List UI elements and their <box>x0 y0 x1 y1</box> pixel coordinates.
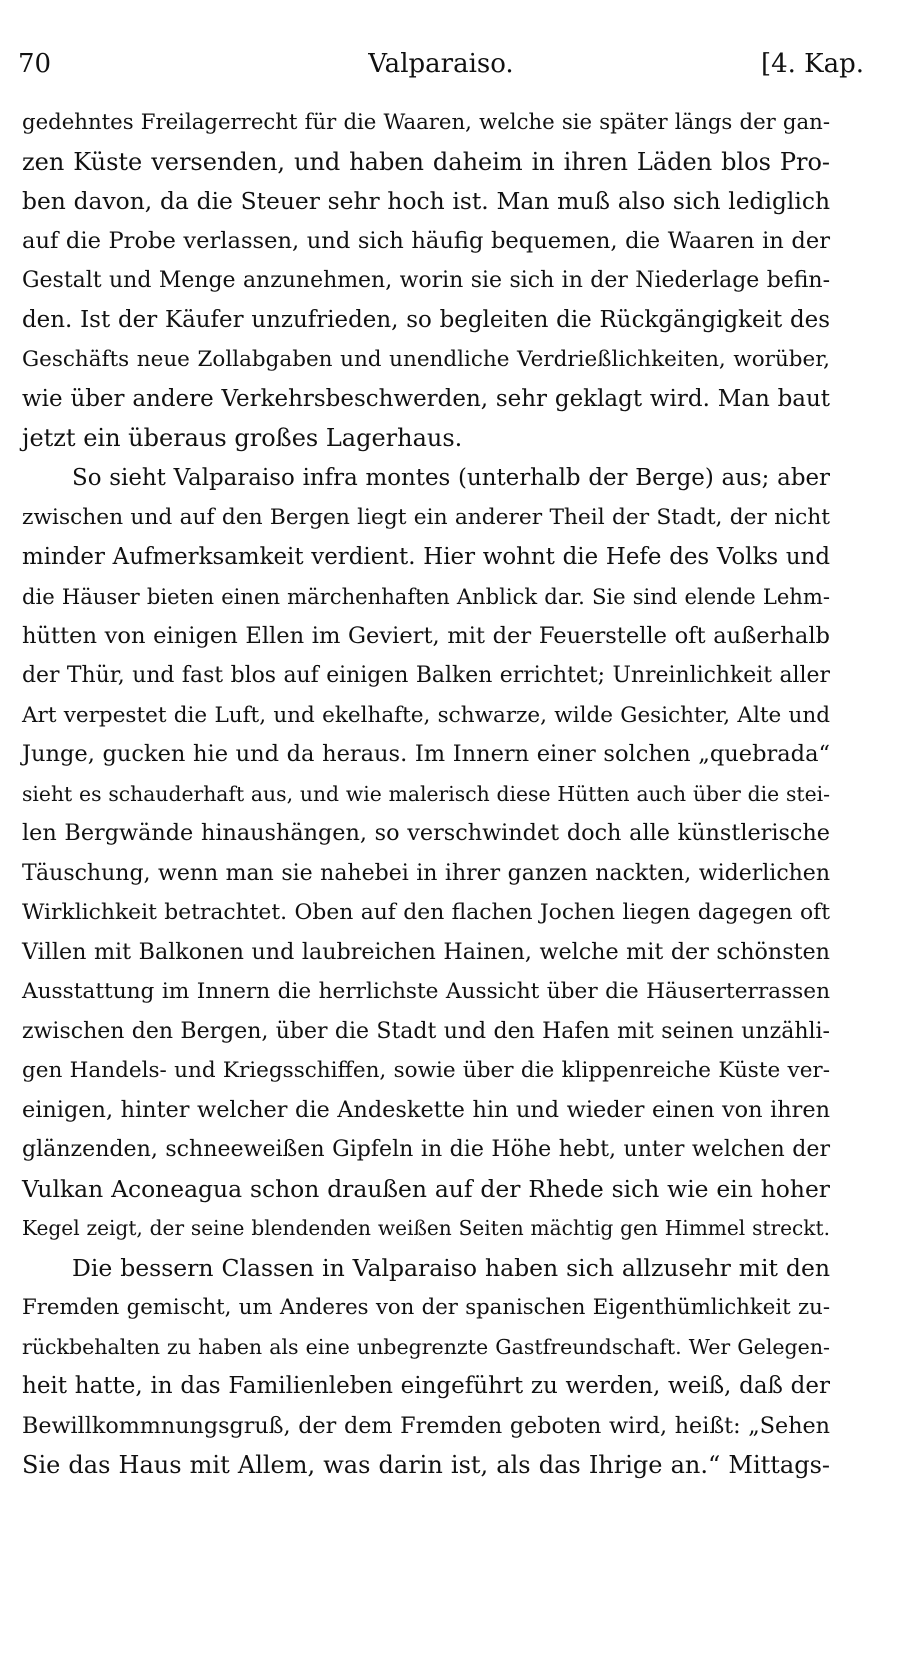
text-line: Fremden gemischt, um Anderes von der spanischen Eigenthümlichkeit zu- <box>22 1295 830 1320</box>
text-line: Die bessern Classen in Valparaiso haben sich allzusehr mit den <box>72 1253 830 1282</box>
text-line: einigen, hinter welcher die Andeskette hin und wieder einen von ihren <box>22 1096 830 1123</box>
text-line: heit hatte, in das Familienleben eingeführt zu werden, weiß, daß der <box>22 1373 830 1399</box>
text-line: Geschäfts neue Zollabgaben und unendliche Verdrießlichkeiten, worüber, <box>22 347 830 372</box>
text-line: die Häuser bieten einen märchenhaften Anblick dar. Sie sind elende Lehm- <box>22 584 830 609</box>
chapter-reference: [4. Kap. <box>760 49 864 79</box>
text-line: zen Küste versenden, und haben daheim in ihren Läden blos Pro- <box>22 147 830 176</box>
page-header <box>18 44 864 84</box>
text-line: gedehntes Freilagerrecht für die Waaren, welche sie später längs der gan- <box>22 110 830 135</box>
text-line: Villen mit Balkonen und laubreichen Hainen, welche mit der schönsten <box>22 938 830 965</box>
text-line: glänzenden, schneeweißen Gipfeln in die Höhe hebt, unter welchen der <box>22 1137 830 1162</box>
body-text <box>22 103 830 1486</box>
text-line: zwischen den Bergen, über die Stadt und den Hafen mit seinen unzähli- <box>22 1018 830 1044</box>
text-line: Art verpestet die Luft, und ekelhafte, schwarze, wilde Gesichter, Alte und <box>22 702 830 728</box>
text-line: wie über andere Verkehrsbeschwerden, sehr geklagt wird. Man baut <box>22 385 830 412</box>
text-line: gen Handels- und Kriegsschiffen, sowie über die klippenreiche Küste ver- <box>22 1058 830 1083</box>
text-line: auf die Probe verlassen, und sich häufig bequemen, die Waaren in der <box>22 227 830 254</box>
paragraph-1 <box>22 103 830 459</box>
text-line: rückbehalten zu haben als eine unbegrenzte Gastfreundschaft. Wer Gelegen- <box>22 1334 830 1359</box>
text-line: minder Aufmerksamkeit verdient. Hier wohnt die Hefe des Volks und <box>22 543 830 570</box>
text-line: So sieht Valparaiso infra montes (unterhalb der Berge) aus; aber <box>72 464 830 491</box>
text-line: Gestalt und Menge anzunehmen, worin sie sich in der Niederlage befin- <box>22 268 830 293</box>
text-line: Kegel zeigt, der seine blendenden weißen Seiten mächtig gen Himmel streckt. <box>22 1216 830 1240</box>
text-line: Junge, gucken hie und da heraus. Im Innern einer solchen „quebrada“ <box>22 741 830 767</box>
text-line: Täuschung, wenn man sie nahebei in ihrer ganzen nackten, widerlichen <box>22 860 830 886</box>
page-number: 70 <box>18 49 52 79</box>
paragraph-2 <box>22 459 830 1249</box>
running-title: Valparaiso. <box>368 49 514 79</box>
text-line: Sie das Haus mit Allem, was darin ist, als das Ihrige an.“ Mittags- <box>22 1451 830 1479</box>
text-line: Ausstattung im Innern die herrlichste Aussicht über die Häuserterrassen <box>22 979 830 1004</box>
text-line: len Bergwände hinaushängen, so verschwindet doch alle künstlerische <box>22 820 830 846</box>
text-line: sieht es schauderhaft aus, und wie malerisch diese Hütten auch über die stei- <box>22 781 830 806</box>
text-line: hütten von einigen Ellen im Geviert, mit der Feuerstelle oft außerhalb <box>22 622 830 649</box>
text-line: der Thür, und fast blos auf einigen Balken errichtet; Unreinlichkeit aller <box>22 663 830 688</box>
text-line: den. Ist der Käufer unzufrieden, so begleiten die Rückgängigkeit des <box>22 306 830 333</box>
text-line: Bewillkommnungsgruß, der dem Fremden geboten wird, heißt: „Sehen <box>22 1412 830 1439</box>
text-line: jetzt ein überaus großes Lagerhaus. <box>22 424 463 452</box>
text-line: Wirklichkeit betrachtet. Oben auf den flachen Jochen liegen dagegen oft <box>22 900 830 925</box>
paragraph-3 <box>22 1249 830 1486</box>
text-line: Vulkan Aconeagua schon draußen auf der Rhede sich wie ein hoher <box>22 1174 830 1203</box>
text-line: ben davon, da die Steuer sehr hoch ist. Man muß also sich lediglich <box>22 187 830 215</box>
text-line: zwischen und auf den Bergen liegt ein anderer Theil der Stadt, der nicht <box>22 505 830 530</box>
